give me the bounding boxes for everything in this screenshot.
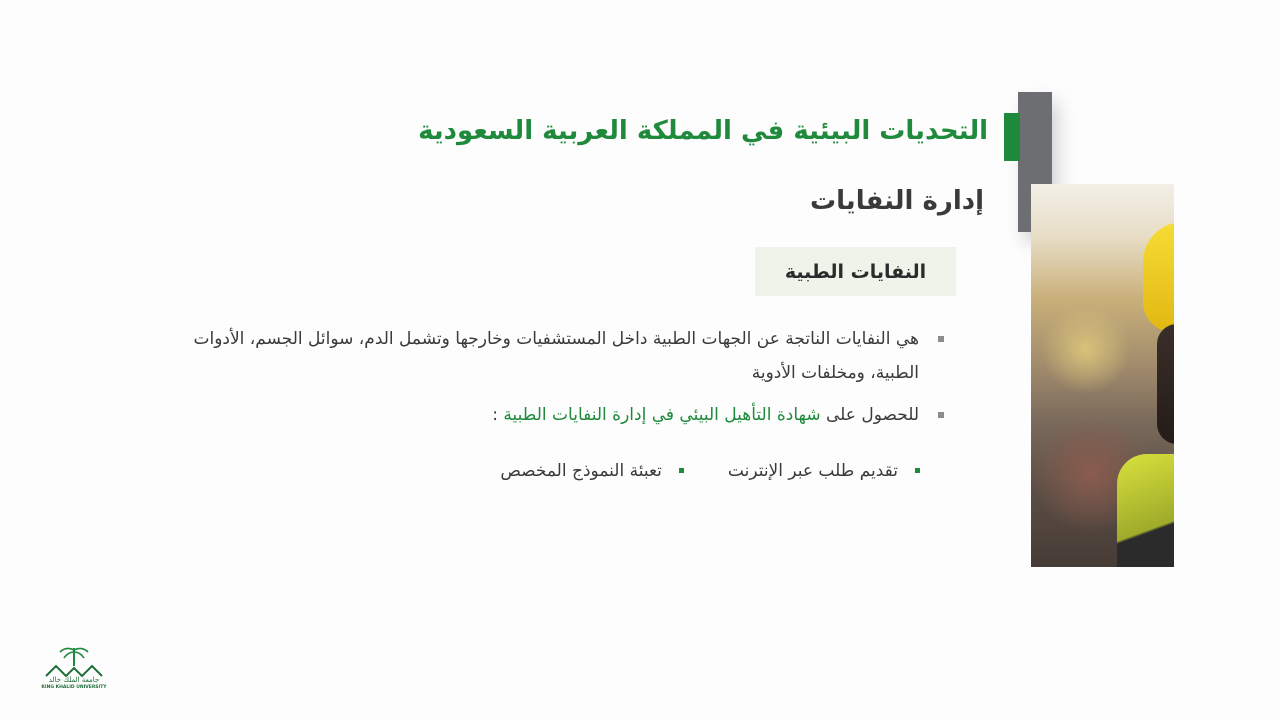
sub-bullet-row: [500, 456, 920, 486]
bullet-text-suffix: :: [492, 405, 504, 425]
bullet-text-prefix: للحصول على: [820, 405, 919, 425]
bullet-square-icon: [915, 468, 920, 473]
bullet-square-icon: [679, 468, 684, 473]
sub-item-label: تقديم طلب عبر الإنترنت: [727, 461, 898, 481]
logo-name-english: KING KHALID UNIVERSITY: [41, 685, 107, 690]
sub-item-label: تعبئة النموذج المخصص: [500, 461, 662, 481]
bullet-square-icon: [938, 336, 944, 342]
bullet-item-definition: [184, 322, 944, 390]
bullet-square-icon: [938, 412, 944, 418]
section-tag: النفايات الطبية: [755, 247, 956, 296]
sub-item-online-request: [728, 456, 920, 486]
bullet-text: هي النفايات الناتجة عن الجهات الطبية داخل المستشفيات وخارجها وتشمل الدم، سوائل الجسم، الأدوات الطبية، ومخلفات الأدوية: [193, 329, 919, 383]
title-accent-bar: [1004, 113, 1020, 161]
bullet-list: [184, 322, 944, 432]
slide-subtitle: إدارة النفايات: [810, 186, 984, 216]
certificate-highlight: شهادة التأهيل البيئي في إدارة النفايات الطبية: [503, 405, 821, 425]
sub-item-fill-form: [500, 456, 684, 486]
worker-photo: [1031, 184, 1174, 567]
logo-name-arabic: جامعة الملك خالد: [48, 676, 100, 684]
bullet-item-certificate: [184, 398, 944, 432]
slide-title: التحديات البيئية في المملكة العربية السعودية: [418, 116, 988, 146]
